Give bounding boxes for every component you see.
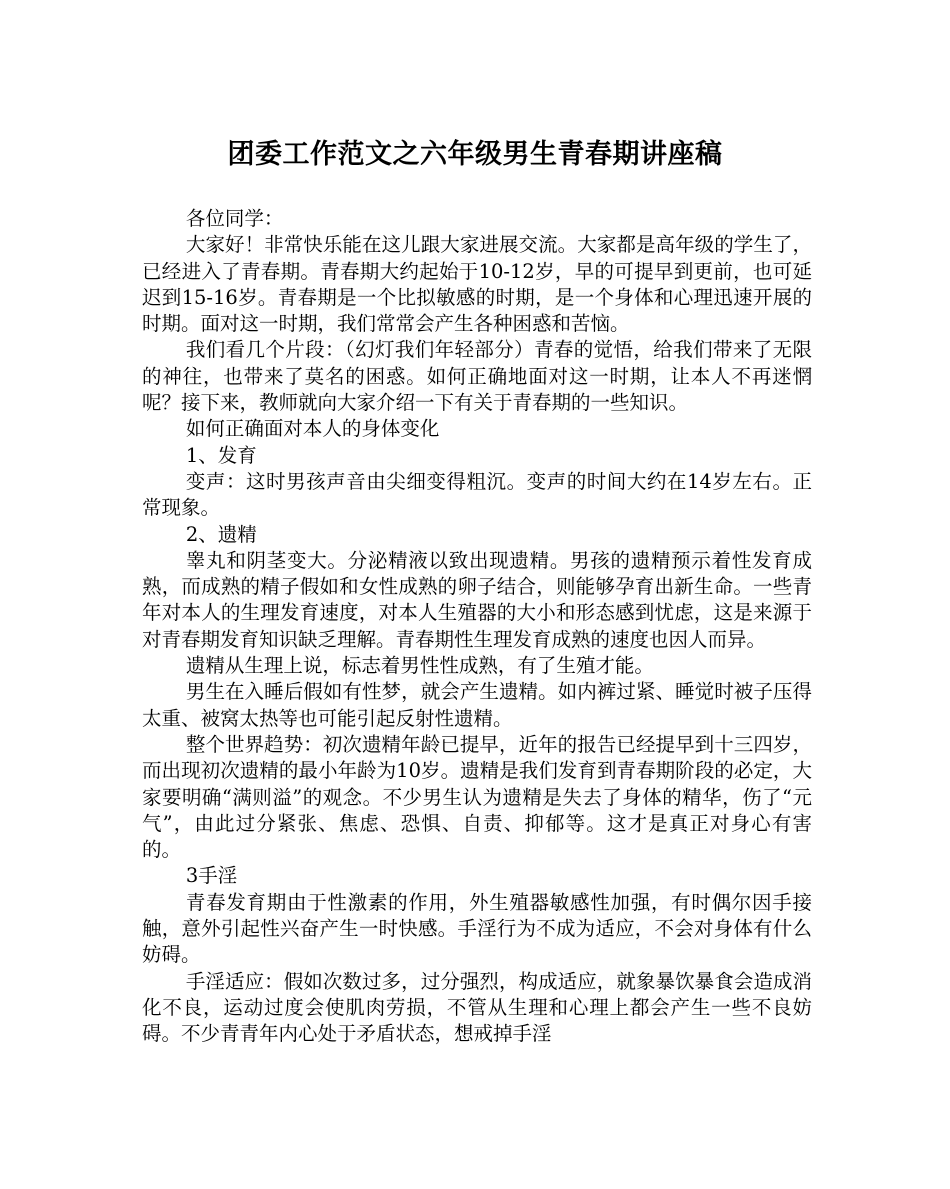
paragraph: 整个世界趋势：初次遗精年龄已提早，近年的报告已经提早到十三四岁，而出现初次遗精的最小年龄为10岁。遗精是我们发育到青春期阶段的必定，大家要明确“满则溢”的观念。不少男生认为遗精是失去了身体的精华，伤了“元气”，由此过分紧张、焦虑、恐惧、自责、抑郁等。这才是真正对身心有害的。 <box>142 732 812 862</box>
paragraph: 青春发育期由于性激素的作用，外生殖器敏感性加强，有时偶尔因手接触，意外引起性兴奋产生一时快感。手淫行为不成为适应，不会对身体有什么妨碍。 <box>142 890 812 967</box>
paragraph: 变声：这时男孩声音由尖细变得粗沉。变声的时间大约在14岁左右。正常现象。 <box>142 469 812 520</box>
section-heading: 如何正确面对本人的身体变化 <box>185 417 440 441</box>
paragraph: 各位同学： <box>185 207 284 230</box>
paragraph: 男生在入睡后假如有性梦，就会产生遗精。如内裤过紧、睡觉时被子压得太重、被窝太热等也可能引起反射性遗精。 <box>142 680 812 730</box>
paragraph: 我们看几个片段：（幻灯我们年轻部分）青春的觉悟，给我们带来了无限的神往，也带来了莫名的困惑。如何正确地面对这一时期，让本人不再迷惘呢？接下来，教师就向大家介绍一下有关于青春期的一些知识。 <box>142 338 812 415</box>
subsection-heading: 2、遗精 <box>185 522 257 546</box>
paragraph: 大家好！非常快乐能在这儿跟大家进展交流。大家都是高年级的学生了，已经进入了青春期。青春期大约起始于10-12岁，早的可提早到更前，也可延迟到15-16岁。青春期是一个比拟敏感的时期，是一个身体和心理迅速开展的时期。面对这一时期，我们常常会产生各种困惑和苦恼。 <box>142 233 812 336</box>
paragraph: 遗精从生理上说，标志着男性性成熟，有了生殖才能。 <box>185 654 654 678</box>
subsection-heading: 1、发育 <box>185 443 257 467</box>
subsection-heading: 3手淫 <box>185 864 238 888</box>
document-title: 团委工作范文之六年级男生青春期讲座稿 <box>227 139 723 170</box>
paragraph: 手淫适应：假如次数过多，过分强烈，构成适应，就象暴饮暴食会造成消化不良，运动过度会使肌肉劳损，不管从生理和心理上都会产生一些不良妨碍。不少青青年内心处于矛盾状态，想戒掉手淫 <box>142 969 812 1046</box>
paragraph: 睾丸和阴茎变大。分泌精液以致出现遗精。男孩的遗精预示着性发育成熟，而成熟的精子假如和女性成熟的卵子结合，则能够孕育出新生命。一些青年对本人的生理发育速度，对本人生殖器的大小和形态感到忧虑，这是来源于对青春期发育知识缺乏理解。青春期性生理发育成熟的速度也因人而异。 <box>142 548 812 651</box>
document-body <box>142 206 812 1048</box>
